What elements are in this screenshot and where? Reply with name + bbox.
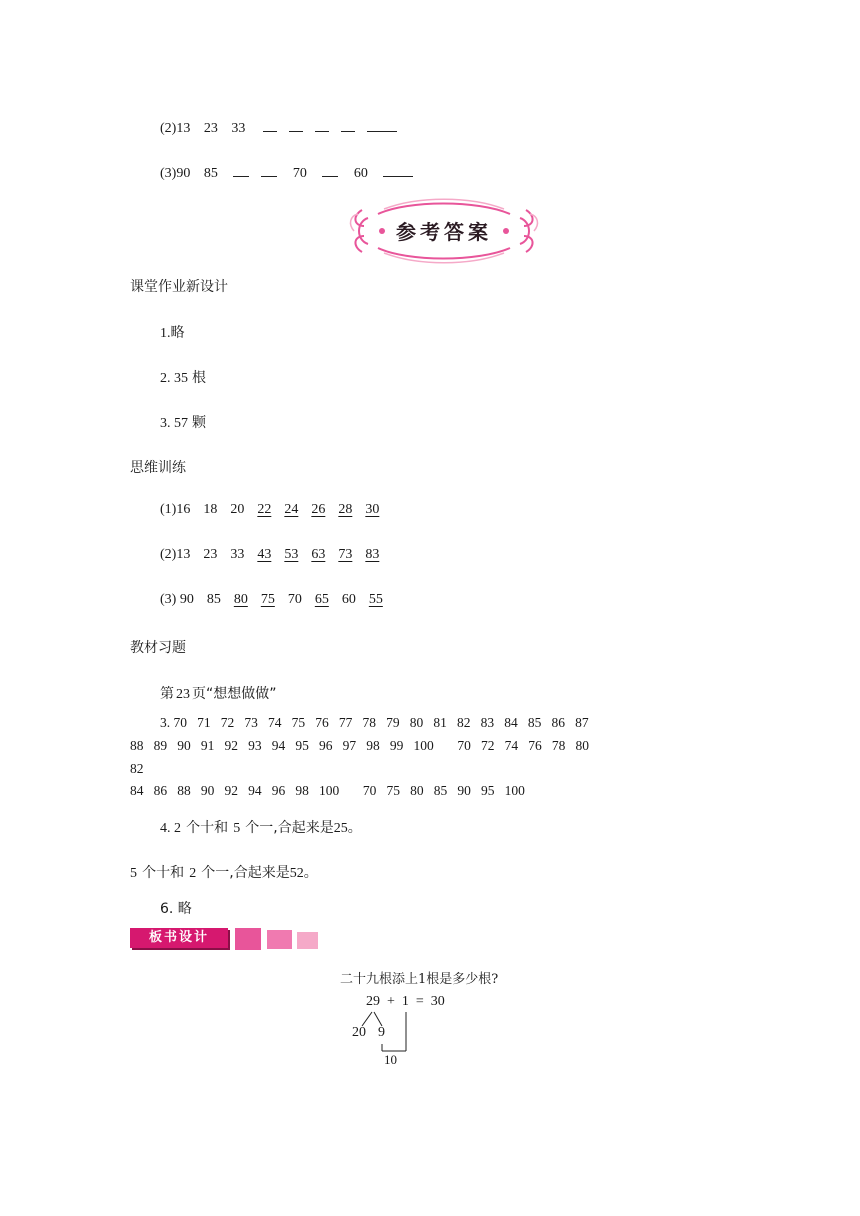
- item-text: 根: [192, 370, 206, 386]
- item-text: 略: [170, 325, 185, 341]
- answer-value: 75: [260, 592, 275, 607]
- answer-value: 55: [368, 592, 383, 607]
- q4-part: 个一,合起来是: [245, 820, 334, 836]
- q4-part: 25: [333, 821, 348, 836]
- section-title-textbook: 教材习题: [130, 640, 186, 656]
- q4-part: 5: [233, 821, 241, 836]
- given-value: 70: [287, 592, 302, 607]
- given-value: 13: [176, 547, 191, 562]
- given-value: 60: [341, 592, 356, 607]
- answer-blank: [315, 119, 329, 132]
- exercise-value: 90: [176, 166, 191, 181]
- q4b-part: 。: [303, 865, 318, 881]
- answer-value: 65: [314, 592, 329, 607]
- page-ref-suffix: 页“想想做做”: [192, 686, 277, 702]
- exercise-value: 85: [203, 166, 218, 181]
- answer-value: 83: [365, 547, 380, 562]
- answer-value: 43: [257, 547, 272, 562]
- classwork-item-3: [160, 412, 206, 432]
- q4b-part: 个十和: [142, 865, 185, 881]
- answer-blank: [261, 164, 277, 177]
- q4-part: 。: [347, 820, 362, 836]
- q3-line-4: 84 86 88 90 92 94 96 98 100 70 75 80 85 90 95 100: [130, 783, 525, 798]
- answer-value: 26: [311, 502, 326, 517]
- board-question: 二十九根添上1根是多少根?: [340, 972, 499, 987]
- board-combined: 10: [384, 1052, 397, 1067]
- exercise-value: 23: [203, 121, 218, 136]
- answer-value: 53: [284, 547, 299, 562]
- given-value: 33: [230, 547, 245, 562]
- decor-square: [235, 928, 261, 950]
- row-label: (1): [160, 502, 177, 517]
- exercise-label: (2): [160, 121, 177, 136]
- q4b-part: 2: [189, 866, 197, 881]
- thinking-row-3: [160, 592, 396, 608]
- answer-blank: [289, 119, 303, 132]
- thinking-row-2: [160, 547, 392, 563]
- q3-line-3: 82: [130, 761, 144, 776]
- q4b-part: 52: [289, 866, 304, 881]
- classwork-item-2: [160, 367, 206, 387]
- board-equation: 29 + 1 = 30: [366, 994, 445, 1009]
- answer-value: 28: [338, 502, 353, 517]
- given-value: 20: [230, 502, 245, 517]
- thinking-row-1: [160, 502, 392, 518]
- q6-line: 6. 略: [160, 901, 192, 917]
- board-split-right: 9: [378, 1025, 385, 1040]
- page-reference: [160, 683, 277, 703]
- given-value: 90: [179, 592, 194, 607]
- board-design-label: 板书设计: [130, 928, 228, 948]
- q4b-part: 个一,合起来是: [201, 865, 290, 881]
- exercise-value: 33: [231, 121, 246, 136]
- given-value: 16: [176, 502, 191, 517]
- given-value: 18: [203, 502, 218, 517]
- item-text: 颗: [192, 415, 206, 431]
- page-ref-prefix: 第: [160, 686, 174, 702]
- item-number: 1.: [160, 326, 171, 341]
- decor-square: [267, 930, 292, 949]
- answer-banner: [348, 196, 540, 266]
- answer-blank: [322, 164, 338, 177]
- q4-line: [160, 817, 362, 837]
- exercise-value: 70: [292, 166, 307, 181]
- exercise-label: (3): [160, 166, 177, 181]
- q3-line-2: 88 89 90 91 92 93 94 95 96 97 98 99 100 70 72 74 76 78 80: [130, 738, 589, 753]
- answer-value: 30: [365, 502, 380, 517]
- page-ref-number: 23: [176, 687, 190, 702]
- answer-value: 80: [233, 592, 248, 607]
- q3-line-1: 3. 70 71 72 73 74 75 76 77 78 79 80 81 82 83 84 85 86 87: [160, 715, 589, 730]
- row-label: (2): [160, 547, 177, 562]
- decor-square: [297, 932, 318, 949]
- answer-value: 73: [338, 547, 353, 562]
- q4b-part: 5: [130, 866, 137, 881]
- row-label: (3): [160, 592, 177, 607]
- given-value: 85: [206, 592, 221, 607]
- item-number: 2. 35: [160, 371, 188, 386]
- exercise-value: 60: [353, 166, 368, 181]
- answer-value: 63: [311, 547, 326, 562]
- exercise-line-2: [160, 119, 409, 137]
- answer-blank: [263, 119, 277, 132]
- answer-blank: [383, 164, 413, 177]
- banner-title: 参考答案: [396, 220, 492, 244]
- q4b-line: [130, 862, 318, 882]
- q4-part: 个十和: [186, 820, 229, 836]
- section-title-classwork: 课堂作业新设计: [130, 279, 228, 295]
- exercise-value: 13: [176, 121, 191, 136]
- classwork-item-1: [160, 322, 185, 342]
- answer-value: 24: [284, 502, 299, 517]
- answer-blank: [233, 164, 249, 177]
- board-split-left: 20: [352, 1025, 366, 1040]
- answer-blank: [341, 119, 355, 132]
- exercise-line-3: [160, 164, 425, 182]
- q4-part: 4. 2: [160, 821, 181, 836]
- given-value: 23: [203, 547, 218, 562]
- item-number: 3. 57: [160, 416, 188, 431]
- answer-value: 22: [257, 502, 272, 517]
- section-title-thinking: 思维训练: [130, 460, 186, 476]
- answer-blank: [367, 119, 397, 132]
